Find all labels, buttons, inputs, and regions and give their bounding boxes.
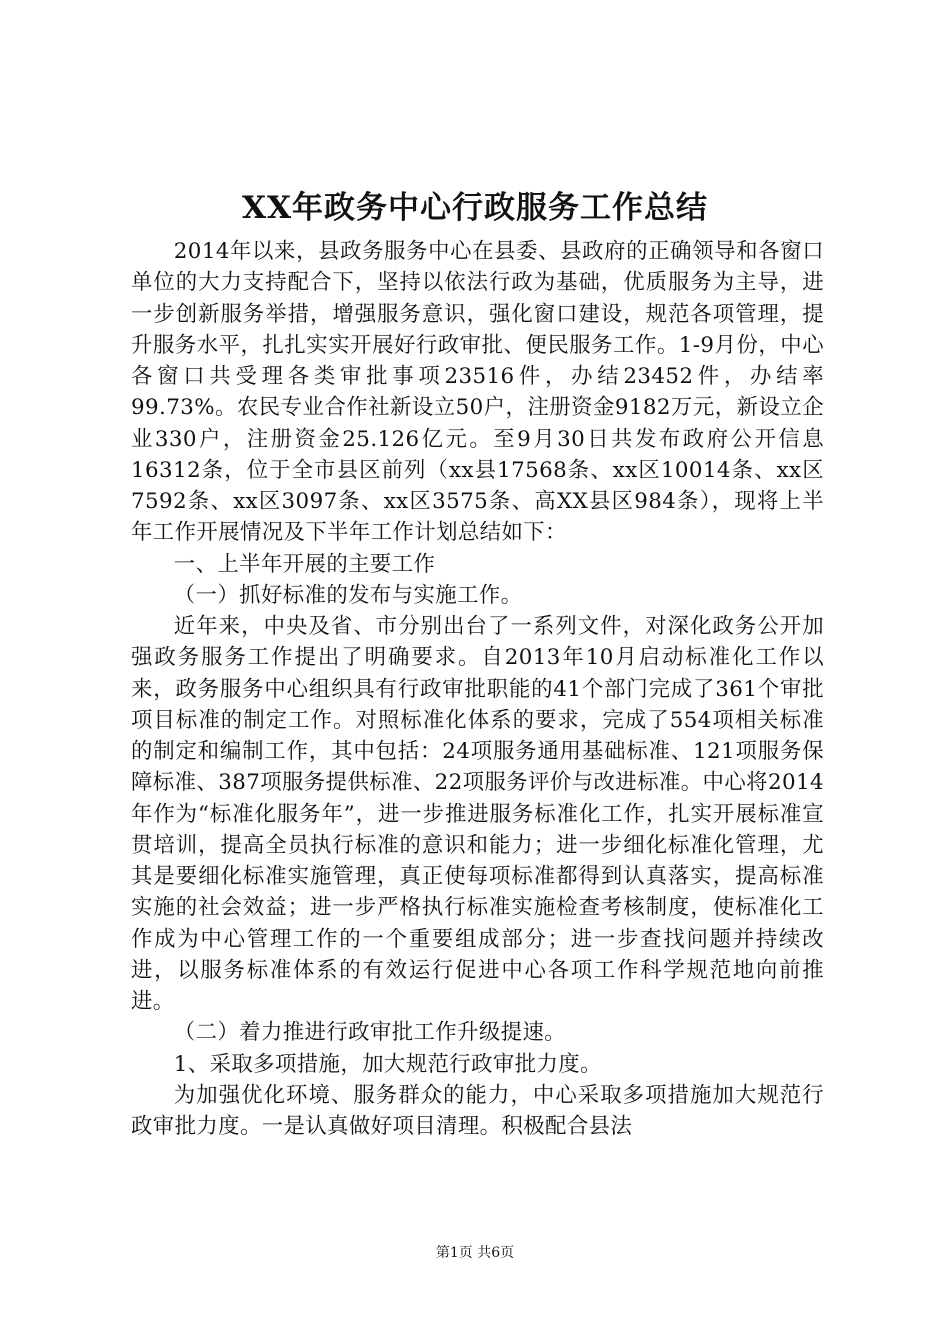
paragraph-intro: 2014年以来，县政务服务中心在县委、县政府的正确领导和各窗口单位的大力支持配合下，坚持以依法行政为基础，优质服务为主导，进一步创新服务举措，增强服务意识，强化窗口建设，规范各项管理，提升服务水平，扎扎实实开展好行政审批、便民服务工作。1-9月份，中心各窗口共受理各类审批事项23516件，办结23452件，办结率99.73%。农民专业合作社新设立50户，注册资金9182万元，新设立企业330户，注册资金25.126亿元。至9月30日共发布政府公开信息16312条，位于全市县区前列（xx县17568条、xx区10014条、xx区7592条、xx区3097条、xx区3575条、高XX县区984条），现将上半年工作开展情况及下半年工作计划总结如下： (131, 239, 824, 546)
document-body (131, 236, 824, 1142)
item-heading-1: 1、采取多项措施，加大规范行政审批力度。 (173, 1051, 602, 1077)
subsection-heading-2: （二）着力推进行政审批工作升级提速。 (173, 1020, 567, 1046)
subsection-heading-1: （一）抓好标准的发布与实施工作。 (173, 582, 523, 608)
section-heading-1: 一、上半年开展的主要工作 (173, 551, 436, 577)
paragraph-approval: 为加强优化环境、服务群众的能力，中心采取多项措施加大规范行政审批力度。一是认真做好项目清理。积极配合县法 (131, 1082, 824, 1139)
paragraph-standards: 近年来，中央及省、市分别出台了一系列文件，对深化政务公开加强政务服务工作提出了明确要求。自2013年10月启动标准化工作以来，政务服务中心组织具有行政审批职能的41个部门完成了361个审批项目标准的制定工作。对照标准化体系的要求，完成了554项相关标准的制定和编制工作，其中包括：24项服务通用基础标准、121项服务保障标准、387项服务提供标准、22项服务评价与改进标准。中心将2014年作为“标准化服务年”，进一步推进服务标准化工作，扎实开展标准宣贯培训，提高全员执行标准的意识和能力；进一步细化标准化管理，尤其是要细化标准实施管理，真正使每项标准都得到认真落实，提高标准实施的社会效益；进一步严格执行标准实施检查考核制度，使标准化工作成为中心管理工作的一个重要组成部分；进一步查找问题并持续改进，以服务标准体系的有效运行促进中心各项工作科学规范地向前推进。 (131, 614, 824, 1014)
document-title: XX年政务中心行政服务工作总结 (241, 190, 709, 226)
page-footer: 第1页 共6页 (435, 1245, 515, 1261)
